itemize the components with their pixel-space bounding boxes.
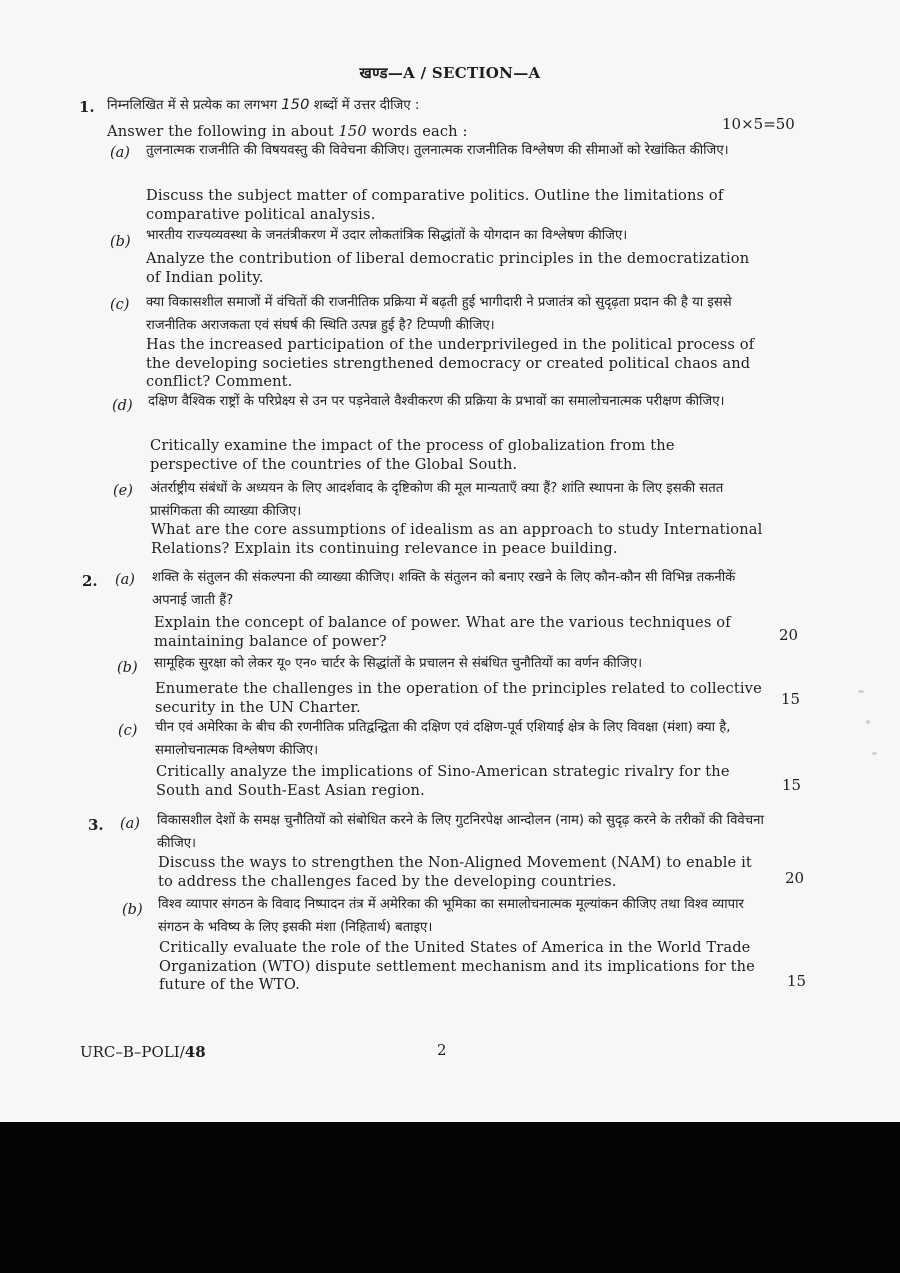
scan-speck: [858, 690, 864, 693]
scan-speck: [872, 752, 877, 755]
paper-code: [80, 1043, 206, 1061]
part-label: (a): [115, 572, 135, 588]
part-text-hindi: शक्ति के संतुलन की संकल्पना की व्याख्या कीजिए। शक्ति के संतुलन को बनाए रखने के लिए कौन-कौन सी विभिन्न तकनीकें अपनाई जाती हैं?: [152, 570, 736, 608]
paper-code-number: 48: [184, 1043, 206, 1061]
marks: 15: [782, 776, 802, 794]
part-text-english: Critically analyze the implications of Sino-American strategic rivalry for the South and South-East Asian region.: [156, 763, 730, 799]
page-number: 2: [437, 1041, 447, 1059]
question-number: 1.: [79, 98, 95, 116]
scan-speck: [866, 720, 870, 724]
part-text-english: Explain the concept of balance of power. What are the various techniques of maintaining balance of power?: [154, 614, 731, 650]
part-text-english: Discuss the subject matter of comparative politics. Outline the limitations of comparative political analysis.: [146, 187, 724, 223]
part-text-hindi: भारतीय राज्यव्यवस्था के जनतंत्रीकरण में उदार लोकतांत्रिक सिद्धांतों के योगदान का विश्लेषण कीजिए।: [146, 228, 628, 243]
part-text-hindi: विकासशील देशों के समक्ष चुनौतियों को संबोधित करने के लिए गुटनिरपेक्ष आन्दोलन (नाम) को सुदृढ़ करने के तरीकों की विवेचना कीजिए।: [157, 813, 764, 851]
part-text-hindi: क्या विकासशील समाजों में वंचितों की राजनीतिक प्रक्रिया में बढ़ती हुई भागीदारी ने प्रजातंत्र को सुदृढ़ता प्रदान की है या इससे राजनीतिक अराजकता एवं संघर्ष की स्थिति उत्पन्न हुई है? टिप्पणी कीजिए।: [146, 295, 732, 333]
part-label: (d): [112, 398, 133, 414]
marks: 15: [781, 690, 801, 708]
part-label: (e): [113, 483, 133, 499]
word-count: 150: [338, 123, 367, 140]
instruction-text: शब्दों में उत्तर दीजिए :: [309, 98, 420, 113]
part-label: (b): [122, 902, 143, 918]
instruction-text: Answer the following in about: [107, 123, 339, 140]
part-text-hindi: विश्व व्यापार संगठन के विवाद निष्पादन तंत्र में अमेरिका की भूमिका का समालोचनात्मक मूल्यांकन कीजिए तथा विश्व व्यापार संगठन के भविष्य के लिए इसकी मंशा (निहितार्थ) बताइए।: [158, 897, 744, 935]
part-label: (c): [118, 723, 138, 739]
question-number: 2.: [82, 572, 98, 590]
marks: 10×5=50: [722, 115, 795, 133]
part-text-hindi: दक्षिण वैश्विक राष्ट्रों के परिप्रेक्ष्य से उन पर पड़नेवाले वैश्वीकरण की प्रक्रिया के प्रभावों का समालोचनात्मक परीक्षण कीजिए।: [148, 394, 725, 409]
part-text-hindi: अंतर्राष्ट्रीय संबंधों के अध्ययन के लिए आदर्शवाद के दृष्टिकोण की मूल मान्यताएँ क्या हैं? शांति स्थापना के लिए इसकी सतत प्रासंगिकता की व्याख्या कीजिए।: [150, 481, 724, 519]
part-text-english: Critically examine the impact of the process of globalization from the perspective of the countries of the Global South.: [150, 437, 675, 473]
instruction-text: निम्नलिखित में से प्रत्येक का लगभग: [107, 98, 282, 113]
marks: 20: [779, 626, 799, 644]
part-label: (a): [110, 145, 130, 161]
part-text-english: Analyze the contribution of liberal democratic principles in the democratization of Indian polity.: [146, 250, 750, 286]
instruction-text: words each :: [366, 123, 468, 140]
question-number: 3.: [88, 816, 104, 834]
word-count: 150: [281, 96, 310, 113]
marks: 15: [787, 972, 807, 990]
part-label: (c): [110, 297, 130, 313]
part-label: (a): [120, 816, 140, 832]
section-heading: खण्ड—A / SECTION—A: [359, 64, 541, 82]
paper-code-prefix: URC–B–POLI/: [80, 1043, 185, 1061]
part-text-english: Enumerate the challenges in the operation of the principles related to collective security in the UN Charter.: [155, 680, 762, 716]
scan-border: [0, 1122, 900, 1273]
part-text-english: What are the core assumptions of idealism as an approach to study International Relations? Explain its continuing relevance in peace building.: [151, 521, 763, 557]
part-text-hindi: तुलनात्मक राजनीति की विषयवस्तु की विवेचना कीजिए। तुलनात्मक राजनीतिक विश्लेषण की सीमाओं को रेखांकित कीजिए।: [146, 143, 729, 158]
part-label: (b): [110, 234, 131, 250]
part-label: (b): [117, 660, 138, 676]
part-text-english: Critically evaluate the role of the United States of America in the World Trade Organization (WTO) dispute settlement mechanism and its implications for the future of the WTO.: [159, 939, 755, 993]
part-text-english: Discuss the ways to strengthen the Non-Aligned Movement (NAM) to enable it to address the challenges faced by the developing countries.: [158, 854, 752, 890]
part-text-hindi: सामूहिक सुरक्षा को लेकर यू० एन० चार्टर के सिद्धांतों के प्रचालन से संबंधित चुनौतियों का वर्णन कीजिए।: [154, 656, 643, 671]
part-text-english: Has the increased participation of the underprivileged in the political process of the developing societies strengthened democracy or created political chaos and conflict? Comment.: [146, 336, 755, 390]
question-instruction-hindi: [107, 94, 707, 117]
part-text-hindi: चीन एवं अमेरिका के बीच की रणनीतिक प्रतिद्वन्द्विता की दक्षिण एवं दक्षिण-पूर्व एशियाई क्षेत्र के लिए विवक्षा (मंशा) क्या है, समालोचनात्मक विश्लेषण कीजिए।: [155, 720, 731, 758]
marks: 20: [785, 869, 805, 887]
